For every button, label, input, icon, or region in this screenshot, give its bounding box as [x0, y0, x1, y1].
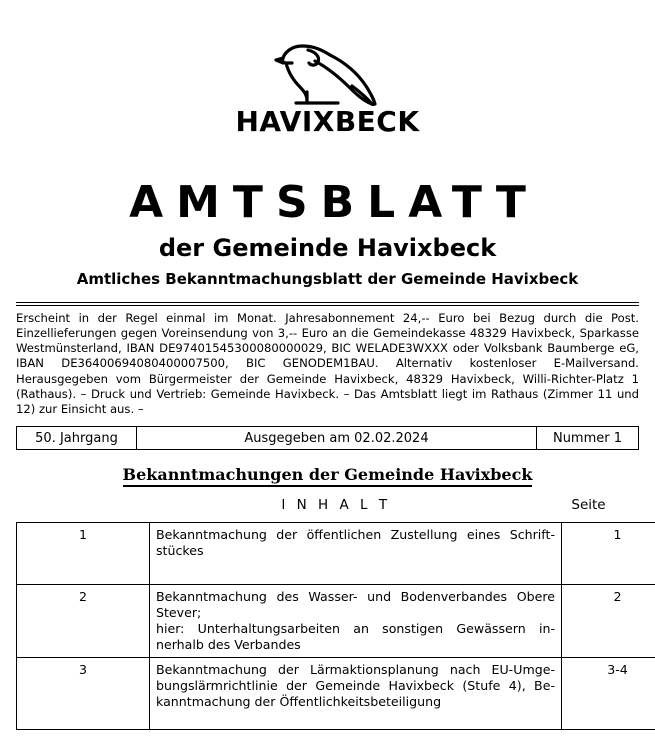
masthead	[0, 177, 655, 288]
issue-published-date: Ausgegeben am 02.02.2024	[137, 427, 537, 449]
contents-header	[16, 497, 639, 517]
municipality-logo	[0, 0, 655, 136]
section-heading-text: Bekanntmachungen der Gemeinde Havixbeck	[123, 465, 533, 487]
section-heading	[0, 465, 655, 484]
falcon-bird-icon	[260, 30, 396, 106]
contents-table	[16, 522, 655, 730]
row-page: 3-4	[562, 658, 655, 730]
contents-header-seite: Seite	[571, 497, 606, 514]
row-title: Bekanntmachung des Wasser- und Bodenverbandes Obere Stever; hier: Unterhaltungsarbeiten an sonstigen Gewässern in-nerhalb des Verbandes	[150, 585, 562, 658]
issue-number: Nummer 1	[552, 430, 623, 446]
row-number: 1	[17, 523, 150, 585]
contents-header-inhalt: I N H A L T	[281, 497, 391, 514]
table-row	[17, 523, 655, 585]
table-row	[17, 585, 655, 658]
row-title: Bekanntmachung der Lärmaktionsplanung nach EU-Umge-bungslärmrichtlinie der Gemeinde Havixbeck (Stufe 4), Be-kanntmachung der Öffentlichkeitsbeteiligung	[150, 658, 562, 730]
issue-bar	[16, 426, 639, 450]
masthead-subtitle: der Gemeinde Havixbeck	[158, 234, 497, 263]
row-number: 3	[17, 658, 150, 730]
imprint-text: Erscheint in der Regel einmal im Monat. Jahresabonnement 24,-- Euro bei Bezug durch die Post. Einzellieferungen gegen Voreinsendung von 3,-- Euro an die Gemeindekasse 48329 Havixbeck, Sparkasse Westmünsterland, IBAN DE97401545300080000029, BIC WELADE3WXXX oder Volksbank Baumberge eG, IBAN DE36400694080400007500, BIC GENODEM1BAU. Alternativ kostenloser E-Mailversand. Herausgegeben vom Bürgermeister der Gemeinde Havixbeck, 48329 Havixbeck, Willi-Richter-Platz 1 (Rathaus). – Druck und Vertrieb: Gemeinde Havixbeck. – Das Amtsblatt liegt im Rathaus (Zimmer 11 und 12) zur Einsicht aus. –	[16, 310, 639, 416]
imprint-top-rule	[16, 302, 639, 306]
row-page: 2	[562, 585, 655, 658]
table-row	[17, 658, 655, 730]
row-page: 1	[562, 523, 655, 585]
logo-wordmark: HAVIXBECK	[235, 105, 420, 138]
issue-volume: 50. Jahrgang	[17, 427, 137, 449]
row-number: 2	[17, 585, 150, 658]
masthead-subtitle-secondary: Amtliches Bekanntmachungsblatt der Gemeinde Havixbeck	[76, 269, 579, 288]
page-title: AMTSBLATT	[129, 177, 539, 228]
row-title: Bekanntmachung der öffentlichen Zustellung eines Schrift-stückes	[150, 523, 562, 585]
